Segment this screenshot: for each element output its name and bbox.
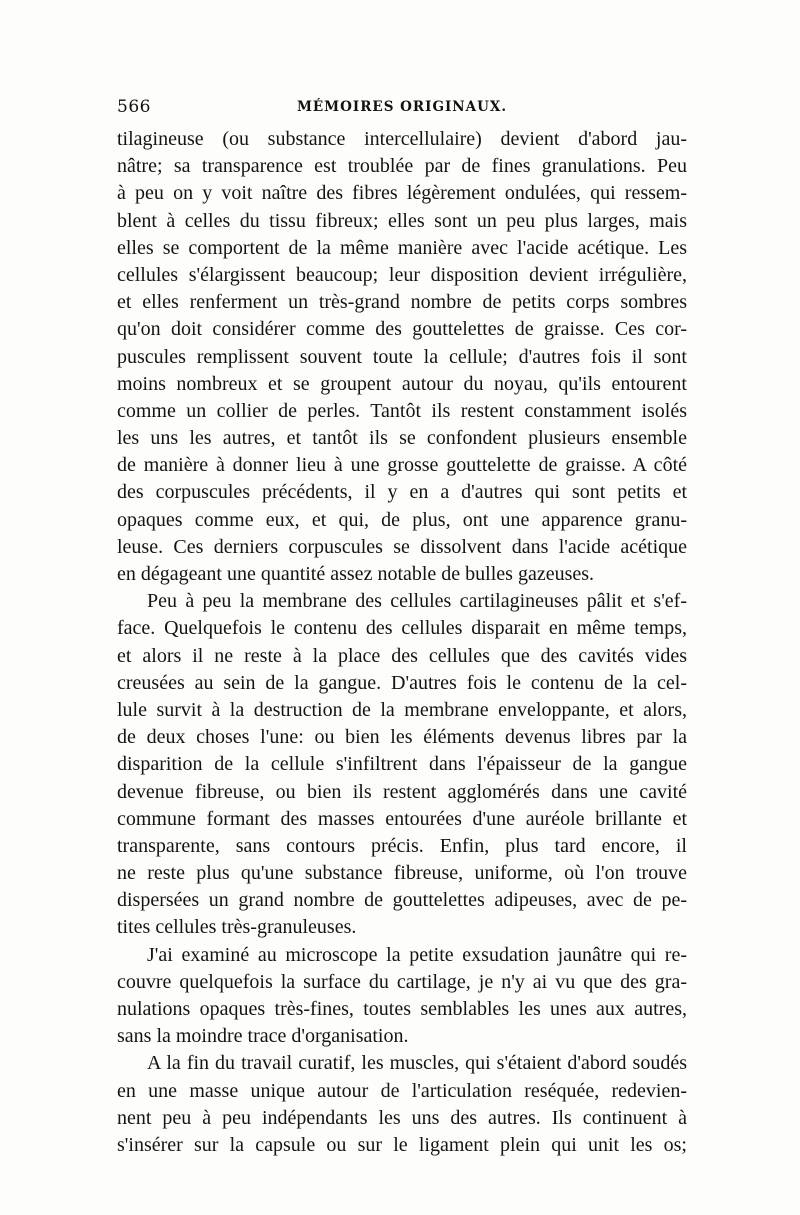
- text-line: et alors il ne reste à la place des cellules que des cavités vides: [117, 644, 687, 667]
- text-line: commune formant des masses entourées d'une auréole brillante et: [117, 807, 687, 830]
- text-line: à peu on y voit naître des fibres légèrement ondulées, qui ressem-: [117, 182, 687, 205]
- text-line: puscules remplissent souvent toute la cellule; d'autres fois il sont: [117, 345, 687, 368]
- text-line: nulations opaques très-fines, toutes semblables les unes aux autres,: [117, 998, 687, 1020]
- text-line: face. Quelquefois le contenu des cellules disparait en même temps,: [117, 617, 687, 640]
- text-line: des corpuscules précédents, il y en a d'autres qui sont petits et: [117, 481, 687, 504]
- text-line: transparente, sans contours précis. Enfin, plus tard encore, il: [117, 834, 687, 857]
- text-line: creusées au sein de la gangue. D'autres fois le contenu de la cel-: [117, 671, 687, 694]
- text-line: cellules s'élargissent beaucoup; leur disposition devient irrégulière,: [117, 263, 687, 286]
- text-line: nent peu à peu indépendants les uns des autres. Ils continuent à: [117, 1106, 687, 1129]
- text-line: tilagineuse (ou substance intercellulaire) devient d'abord jau-: [117, 128, 687, 150]
- page-header: [117, 97, 687, 127]
- text-line: J'ai examiné au microscope la petite exsudation jaunâtre qui re-: [147, 943, 687, 966]
- text-line: dispersées un grand nombre de gouttelettes adipeuses, avec de pe-: [117, 889, 687, 912]
- page-number: 566: [117, 97, 151, 117]
- running-head: MÉMOIRES ORIGINAUX.: [296, 99, 508, 115]
- text-line: disparition de la cellule s'infiltrent dans l'épaisseur de la gangue: [117, 753, 687, 776]
- text-line: ne reste plus qu'une substance fibreuse, uniforme, où l'on trouve: [117, 862, 687, 885]
- text-line: opaques comme eux, et qui, de plus, ont une apparence granu-: [117, 508, 687, 531]
- text-line: en dégageant une quantité assez notable de bulles gazeuses.: [117, 563, 595, 585]
- text-line: de deux choses l'une: ou bien les éléments devenus libres par la: [117, 726, 687, 749]
- text-line: s'insérer sur la capsule ou sur le ligament plein qui unit les os;: [117, 1133, 687, 1156]
- text-line: moins nombreux et se groupent autour du noyau, qu'ils entourent: [117, 372, 687, 395]
- text-line: tites cellules très-granuleuses.: [117, 916, 357, 939]
- text-line: les uns les autres, et tantôt ils se confondent plusieurs ensemble: [117, 427, 687, 450]
- text-line: comme un collier de perles. Tantôt ils restent constamment isolés: [117, 399, 687, 422]
- text-line: devenue fibreuse, ou bien ils restent agglomérés dans une cavité: [117, 780, 687, 803]
- text-line: couvre quelquefois la surface du cartilage, je n'y ai vu que des gra-: [117, 970, 687, 993]
- text-line: elles se comportent de la même manière avec l'acide acétique. Les: [117, 236, 687, 259]
- text-line: lule survit à la destruction de la membrane enveloppante, et alors,: [117, 698, 687, 721]
- text-line: et elles renferment un très-grand nombre de petits corps sombres: [117, 291, 687, 314]
- text-line: qu'on doit considérer comme des gouttelettes de graisse. Ces cor-: [117, 318, 687, 341]
- text-line: sans la moindre trace d'organisation.: [117, 1025, 409, 1048]
- text-line: A la fin du travail curatif, les muscles, qui s'étaient d'abord soudés: [147, 1052, 687, 1075]
- text-line: blent à celles du tissu fibreux; elles sont un peu plus larges, mais: [117, 209, 687, 232]
- text-line: en une masse unique autour de l'articulation reséquée, redevien-: [117, 1079, 687, 1102]
- text-line: Peu à peu la membrane des cellules cartilagineuses pâlit et s'ef-: [147, 590, 687, 613]
- text-line: nâtre; sa transparence est troublée par de fines granulations. Peu: [117, 155, 687, 178]
- text-line: de manière à donner lieu à une grosse gouttelette de graisse. A côté: [117, 454, 687, 477]
- text-line: leuse. Ces derniers corpuscules se dissolvent dans l'acide acétique: [117, 535, 687, 558]
- body-text: [117, 126, 687, 1159]
